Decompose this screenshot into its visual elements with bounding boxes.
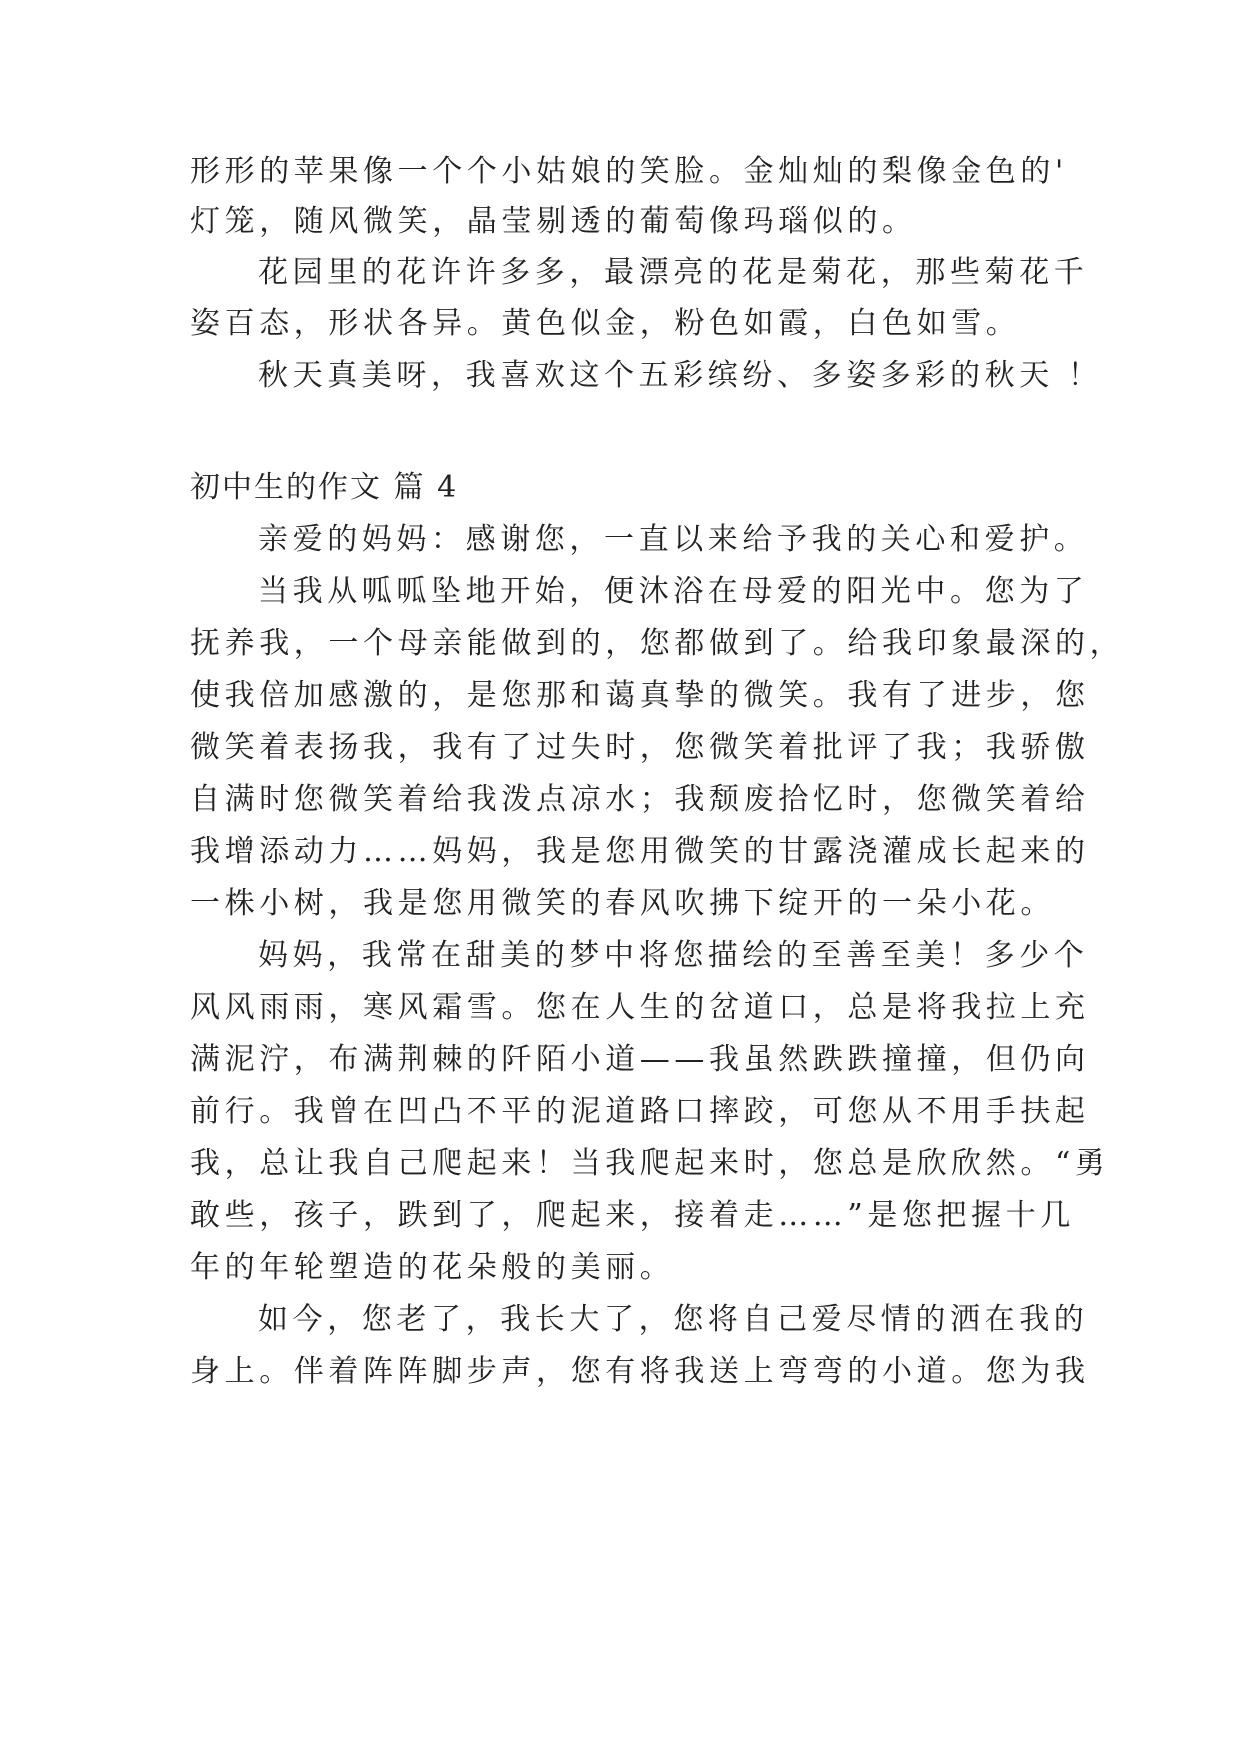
text-line: 抚养我，一个母亲能做到的，您都做到了。给我印象最深的， [190,626,1125,661]
text-line: 年的年轮塑造的花朵般的美丽。 [190,1250,675,1285]
text-line: 妈妈，我常在甜美的梦中将您描绘的至善至美！多少个 [258,938,1089,973]
text-line: 敢些，孩子，跌到了，爬起来，接着走……”是您把握十几 [190,1198,1075,1233]
text-line: 一株小树，我是您用微笑的春风吹拂下绽开的一朵小花。 [190,886,1055,921]
text-line: 身上。伴着阵阵脚步声，您有将我送上弯弯的小道。您为我 [190,1354,1090,1389]
text-line: 前行。我曾在凹凸不平的泥道路口摔跤，可您从不用手扶起 [190,1094,1090,1129]
text-line: 形形的苹果像一个个小姑娘的笑脸。金灿灿的梨像金色的' [190,154,1068,189]
text-line: 满泥泞，布满荆棘的阡陌小道——我虽然跌跌撞撞，但仍向 [190,1042,1090,1077]
text-line: 姿百态，形状各异。黄色似金，粉色如霞，白色如雪。 [190,306,1021,341]
text-line: 花园里的花许许多多，最漂亮的花是菊花，那些菊花千 [258,255,1089,290]
text-line: 微笑着表扬我，我有了过失时，您微笑着批评了我；我骄傲 [190,730,1090,765]
text-line: 我，总让我自己爬起来！当我爬起来时，您总是欣欣然。“勇 [190,1146,1110,1181]
section-heading: 初中生的作文 篇 4 [190,470,459,505]
text-line: 我增添动力……妈妈，我是您用微笑的甘露浇灌成长起来的 [190,834,1090,869]
text-line: 亲爱的妈妈：感谢您，一直以来给予我的关心和爱护。 [258,522,1089,557]
text-line: 当我从呱呱坠地开始，便沐浴在母爱的阳光中。您为了 [258,574,1089,609]
text-line: 使我倍加感激的，是您那和蔼真挚的微笑。我有了进步，您 [190,678,1090,713]
text-line: 秋天真美呀，我喜欢这个五彩缤纷、多姿多彩的秋天 ！ [258,358,1103,393]
text-line: 自满时您微笑着给我泼点凉水；我颓废拾忆时，您微笑着给 [190,782,1090,817]
text-line: 灯笼，随风微笑，晶莹剔透的葡萄像玛瑙似的。 [190,204,917,239]
text-line: 如今，您老了，我长大了，您将自己爱尽情的洒在我的 [258,1302,1089,1337]
text-line: 风风雨雨，寒风霜雪。您在人生的岔道口，总是将我拉上充 [190,990,1090,1025]
